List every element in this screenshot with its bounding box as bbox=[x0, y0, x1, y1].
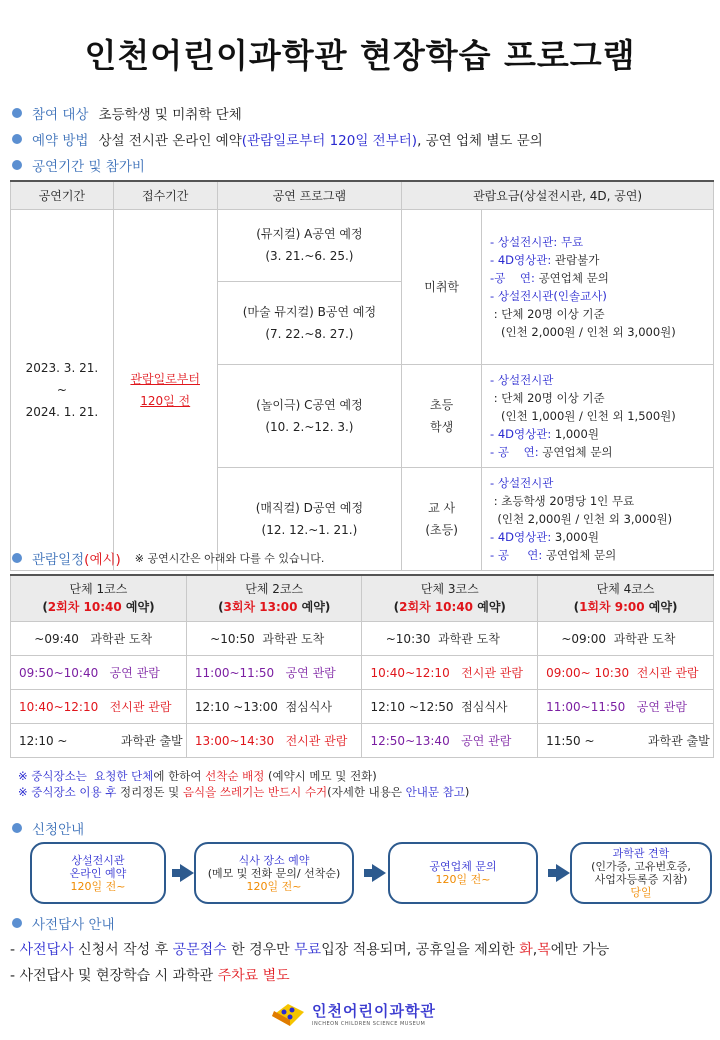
bullet-icon bbox=[12, 918, 22, 928]
target-label: 참여 대상 bbox=[32, 107, 89, 123]
schedule-row bbox=[11, 723, 714, 757]
target-value: 초등학생 및 미취학 단체 bbox=[98, 107, 242, 123]
period-heading: 공연기간 및 참가비 bbox=[32, 159, 145, 175]
schedule-cell: 09:00~ 10:30 전시관 관람 bbox=[538, 655, 714, 689]
schedule-row bbox=[11, 621, 714, 655]
flow-step-2: 식사 장소 예약 (메모 및 전화 문의/ 선착순) 120일 전~ bbox=[194, 842, 354, 904]
schedule-cell: ~10:50 과학관 도착 bbox=[186, 621, 362, 655]
target-row bbox=[12, 103, 242, 123]
fee-group-elementary: 초등 학생 bbox=[402, 364, 482, 467]
schedule-heading-row bbox=[12, 548, 324, 568]
flow-step-3: 공연업체 문의 120일 전~ bbox=[388, 842, 538, 904]
bullet-icon bbox=[12, 553, 22, 563]
schedule-cell: ~10:30 과학관 도착 bbox=[362, 621, 538, 655]
fee-detail-teacher: - 상설전시관 : 초등학생 20명당 1인 무료 (인천 2,000원 / 인천 외 3,000원) - 4D영상관: 3,000원 - 공 연: 공연업체 문의 bbox=[482, 467, 714, 570]
program-cell: (뮤지컬) A공연 예정 (3. 21.~6. 25.) bbox=[217, 209, 402, 281]
schedule-cell: 12:10 ~13:00 점심식사 bbox=[186, 689, 362, 723]
museum-logo bbox=[270, 998, 436, 1028]
period-heading-row bbox=[12, 155, 155, 175]
schedule-cell: 13:00~14:30 전시관 관람 bbox=[186, 723, 362, 757]
bullet-icon bbox=[12, 134, 22, 144]
schedule-cell: 09:50~10:40 공연 관람 bbox=[11, 655, 187, 689]
header-fee: 관람요금(상설전시관, 4D, 공연) bbox=[402, 181, 714, 209]
schedule-cell: 10:40~12:10 전시관 관람 bbox=[11, 689, 187, 723]
header-receipt: 접수기간 bbox=[113, 181, 217, 209]
schedule-heading-example: (예시) bbox=[84, 552, 121, 568]
fee-group-teacher: 교 사 (초등) bbox=[402, 467, 482, 570]
bullet-icon bbox=[12, 823, 22, 833]
bullet-icon bbox=[12, 108, 22, 118]
reservation-label: 예약 방법 bbox=[32, 133, 89, 149]
program-cell: (마술 뮤지컬) B공연 예정 (7. 22.~8. 27.) bbox=[217, 281, 402, 364]
program-cell: (매직컬) D공연 예정 (12. 12.~1. 21.) bbox=[217, 467, 402, 570]
apply-heading: 신청안내 bbox=[32, 822, 85, 838]
period-cell: 2023. 3. 21. ~ 2024. 1. 21. bbox=[11, 209, 114, 570]
course-header: 단체 2코스 (3회차 13:00 예약) bbox=[186, 575, 362, 621]
schedule-row bbox=[11, 689, 714, 723]
schedule-note: ※ 공연시간은 아래와 다를 수 있습니다. bbox=[134, 552, 325, 565]
reservation-highlight: (관람일로부터 120일 전부터) bbox=[241, 133, 418, 149]
note-1: ※ 중식장소는 요청한 단체에 한하여 선착순 배정 (예약시 메모 및 전화) bbox=[18, 769, 377, 783]
fee-group-preschool: 미취학 bbox=[402, 209, 482, 364]
pre-line-1: - 사전답사 신청서 작성 후 공문접수 한 경우만 무료입장 적용되며, 공휴일을 제외한 화,목에만 가능 bbox=[10, 942, 610, 958]
schedule-row bbox=[11, 655, 714, 689]
course-header: 단체 4코스 (1회차 9:00 예약) bbox=[538, 575, 714, 621]
schedule-heading: 관람일정 bbox=[32, 552, 85, 568]
program-cell: (놀이극) C공연 예정 (10. 2.~12. 3.) bbox=[217, 364, 402, 467]
note-2: ※ 중식장소 이용 후 정리정돈 및 음식을 쓰레기는 반드시 수거(자세한 내용은 안내문 참고) bbox=[18, 785, 470, 799]
pre-heading-row bbox=[12, 913, 125, 933]
fee-detail-elementary: - 상설전시관 : 단체 20명 이상 기준 (인천 1,000원 / 인천 외 1,500원) - 4D영상관: 1,000원 - 공 연: 공연업체 문의 bbox=[482, 364, 714, 467]
header-program: 공연 프로그램 bbox=[217, 181, 402, 209]
pre-line-2: - 사전답사 및 현장학습 시 과학관 주차료 별도 bbox=[10, 968, 290, 984]
flow-step-1: 상설전시관 온라인 예약 120일 전~ bbox=[30, 842, 166, 904]
schedule-cell: 10:40~12:10 전시관 관람 bbox=[362, 655, 538, 689]
schedule-cell: 11:50 ~ 과학관 출발 bbox=[538, 723, 714, 757]
arrow-right-icon bbox=[372, 864, 386, 882]
schedule-cell: 11:00~11:50 공연 관람 bbox=[186, 655, 362, 689]
receipt-cell: 관람일로부터 120일 전 bbox=[113, 209, 217, 570]
page-title: 인천어린이과학관 현장학습 프로그램 bbox=[84, 36, 636, 75]
course-header: 단체 3코스 (2회차 10:40 예약) bbox=[362, 575, 538, 621]
museum-logo-icon bbox=[270, 998, 306, 1028]
schedule-cell: 12:10 ~ 과학관 출발 bbox=[11, 723, 187, 757]
schedule-cell: ~09:00 과학관 도착 bbox=[538, 621, 714, 655]
reservation-row bbox=[12, 129, 543, 149]
schedule-cell: 12:50~13:40 공연 관람 bbox=[362, 723, 538, 757]
apply-heading-row bbox=[12, 818, 94, 838]
arrow-right-icon bbox=[180, 864, 194, 882]
schedule-cell: ~09:40 과학관 도착 bbox=[11, 621, 187, 655]
header-period: 공연기간 bbox=[11, 181, 114, 209]
reservation-prefix: 상설 전시관 온라인 예약 bbox=[98, 133, 242, 149]
flow-step-4: 과학관 견학 (인가증, 고유번호증, 사업자등록증 지참) 당일 bbox=[570, 842, 712, 904]
bullet-icon bbox=[12, 160, 22, 170]
pre-heading: 사전답사 안내 bbox=[32, 917, 115, 933]
schedule-cell: 11:00~11:50 공연 관람 bbox=[538, 689, 714, 723]
course-header: 단체 1코스 (2회차 10:40 예약) bbox=[11, 575, 187, 621]
fee-detail-preschool: - 상설전시관: 무료 - 4D영상관: 관람불가 -공 연: 공연업체 문의 - 상설전시관(인솔교사) : 단체 20명 이상 기준 (인천 2,000원 / 인천 외 3,000원) bbox=[482, 209, 714, 364]
logo-title: 인천어린이과학관 bbox=[312, 1001, 436, 1020]
logo-subtitle: INCHEON CHILDREN SCIENCE MUSEUM bbox=[312, 1020, 426, 1027]
reservation-suffix: , 공연 업체 별도 문의 bbox=[417, 133, 543, 149]
schedule-table bbox=[10, 574, 714, 758]
arrow-right-icon bbox=[556, 864, 570, 882]
period-fee-table bbox=[10, 180, 714, 571]
schedule-cell: 12:10 ~12:50 점심식사 bbox=[362, 689, 538, 723]
